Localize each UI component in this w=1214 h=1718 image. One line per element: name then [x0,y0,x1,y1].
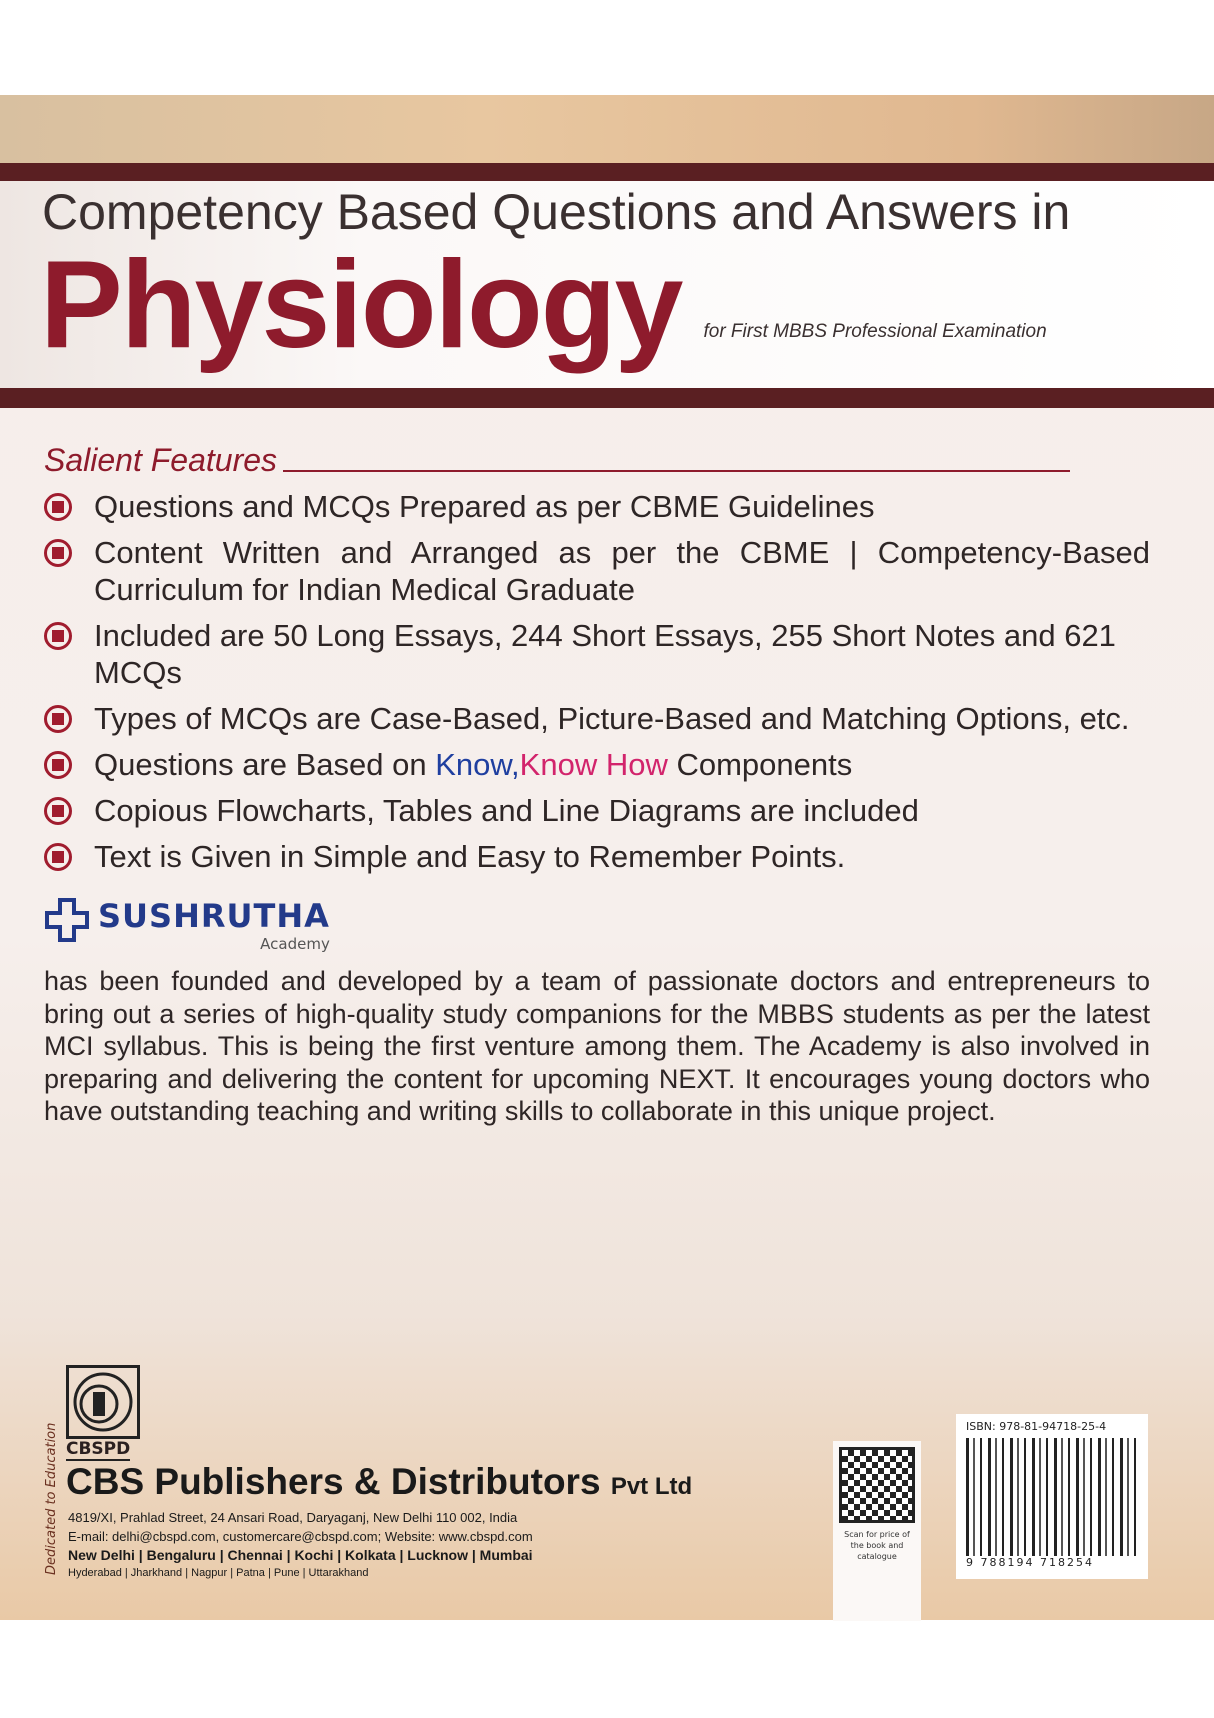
barcode-panel [956,1414,1148,1579]
feature-text: Copious Flowcharts, Tables and Line Diagrams are included [94,793,919,828]
know-text: Know, [435,747,520,782]
list-item [44,838,1150,875]
feature-text [94,746,852,783]
medical-cross-icon [44,897,90,943]
cbs-logo-icon [66,1365,140,1439]
qr-code-panel [833,1441,921,1621]
book-subtitle: Competency Based Questions and Answers in [42,184,1071,240]
bullet-icon [44,843,72,871]
cbs-logo-text: CBSPD [66,1439,131,1459]
qr-code-icon [839,1447,915,1523]
list-item [44,617,1150,691]
bullet-icon [44,539,72,567]
list-item [44,700,1150,737]
list-item [44,792,1150,829]
heading-underline [283,470,1070,472]
academy-name: SUSHRUTHA [98,897,330,935]
academy-logo-text [98,897,330,953]
bullet-icon [44,493,72,521]
publisher-block [66,1365,766,1581]
barcode-digits: 9 788194 718254 [966,1556,1094,1569]
publisher-representatives: Hyderabad | Jharkhand | Nagpur | Patna | Pune | Uttarakhand [68,1567,369,1579]
divider-top [0,163,1214,181]
isbn-text: ISBN: 978-81-94718-25-4 [966,1420,1107,1433]
bullet-icon [44,705,72,733]
feature-text: Questions and MCQs Prepared as per CBME Guidelines [94,489,875,524]
academy-description: has been founded and developed by a team of passionate doctors and entrepreneurs to bring out a series of high-quality study companions for the MBBS students as per the latest MCI syllabus. This is being the first venture among them. The Academy is also involved in preparing and delivering the content for upcoming NEXT. It encourages young doctors who have outstanding teaching and writing skills to collaborate in this unique project. [44,966,1150,1126]
publisher-offices: New Delhi | Bengaluru | Chennai | Kochi | Kolkata | Lucknow | Mumbai [68,1547,533,1563]
divider-bottom [0,388,1214,408]
list-item [44,746,1150,783]
top-decorative-strip [0,95,1214,167]
text-suffix: Components [667,747,853,782]
book-title: Physiology [40,236,682,374]
feature-text: Included are 50 Long Essays, 244 Short Essays, 255 Short Notes and 621 MCQs [94,618,1116,690]
feature-text: Types of MCQs are Case-Based, Picture-Based and Matching Options, etc. [94,701,1130,736]
know-how-text: Know How [519,747,668,782]
publisher-contact: E-mail: delhi@cbspd.com, customercare@cbspd.com; Website: www.cbspd.com [68,1529,533,1544]
publisher-name-text: CBS Publishers & Distributors [66,1461,601,1502]
publisher-name [66,1461,766,1508]
bullet-icon [44,622,72,650]
bullet-icon [44,797,72,825]
exam-label: for First MBBS Professional Examination [703,321,1047,342]
sushrutha-logo [44,897,1150,959]
qr-caption: Scan for price of the book and catalogue [844,1530,910,1561]
main-content [44,440,1150,1128]
publisher-tagline: Dedicated to Education [44,1422,59,1575]
publisher-address: 4819/XI, Prahlad Street, 24 Ansari Road, Daryaganj, New Delhi 110 002, India [68,1510,518,1525]
features-heading-row [44,440,1150,480]
academy-subtitle: Academy [260,935,330,953]
list-item [44,534,1150,608]
publisher-suffix: Pvt Ltd [610,1473,693,1500]
feature-text: Text is Given in Simple and Easy to Remember Points. [94,839,846,874]
feature-text: Content Written and Arranged as per the CBME | Competency-Based Curriculum for Indian Medical Graduate [94,535,1150,607]
barcode-icon [966,1438,1138,1556]
features-list [44,488,1150,875]
bullet-icon [44,751,72,779]
title-block [40,184,1180,374]
features-heading: Salient Features [44,442,278,478]
title-row [40,236,1180,374]
text-prefix: Questions are Based on [94,747,436,782]
list-item [44,488,1150,525]
